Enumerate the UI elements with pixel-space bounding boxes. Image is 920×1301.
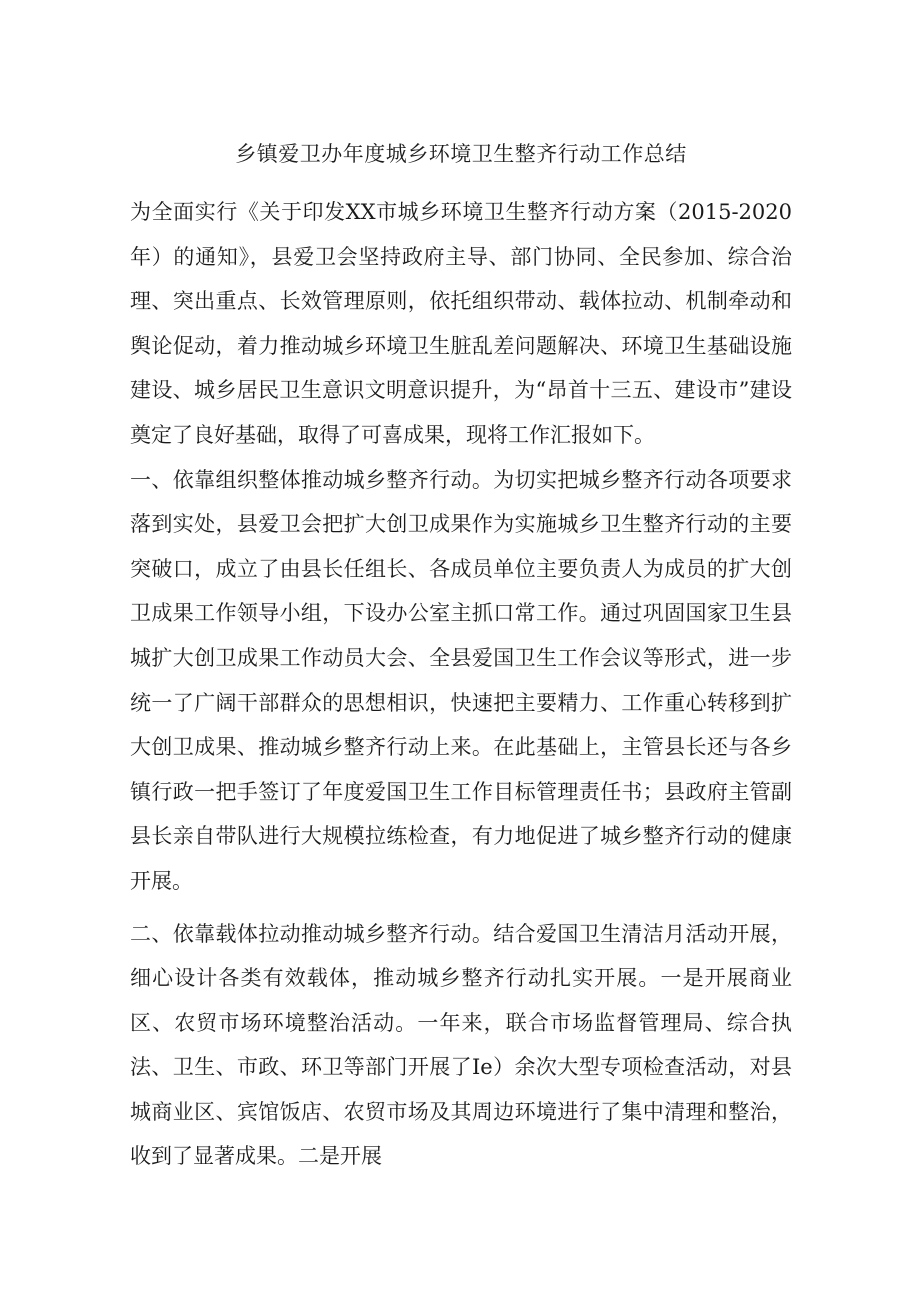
paragraph-section-1: 一、依靠组织整体推动城乡整齐行动。为切实把城乡整齐行动各项要求落到实处，县爱卫会把扩大创卫成果作为实施城乡卫生整齐行动的主要突破口，成立了由县长任组长、各成员单位主要负责人为成员的扩大创卫成果工作领导小组，下设办公室主抓口常工作。通过巩固国家卫生县城扩大创卫成果工作动员大会、全县爱国卫生工作会议等形式，进一步统一了广阔干部群众的思想相识，快速把主要精力、工作重心转移到扩大创卫成果、推动城乡整齐行动上来。在此基础上，主管县长还与各乡镇行政一把手签订了年度爱国卫生工作目标管理责任书；县政府主管副县长亲自带队进行大规模拉练检查，有力地促进了城乡整齐行动的健康开展。 <box>130 467 792 893</box>
paragraph-section-2: 二、依靠载体拉动推动城乡整齐行动。结合爱国卫生清洁月活动开展，细心设计各类有效载体，推动城乡整齐行动扎实开展。一是开展商业区、农贸市场环境整治活动。一年来，联合市场监督管理局、综合执法、卫生、市政、环卫等部门开展了Ie）余次大型专项检查活动，对县城商业区、宾馆饭店、农贸市场及其周边环境进行了集中清理和整治，收到了显著成果。二是开展 <box>130 921 792 1169</box>
document-title: 乡镇爱卫办年度城乡环境卫生整齐行动工作总结 <box>235 142 687 166</box>
paragraph-intro: 为全面实行《关于印发XX市城乡环境卫生整齐行动方案（2015-2020年）的通知》，县爱卫会坚持政府主导、部门协同、全民参加、综合治理、突出重点、长效管理原则，依托组织带动、载体拉动、机制牵动和舆论促动，着力推动城乡环境卫生脏乱差问题解决、环境卫生基础设施建设、城乡居民卫生意识文明意识提升，为“昂首十三五、建设市”建设奠定了良好基础，取得了可喜成果，现将工作汇报如下。 <box>130 200 792 447</box>
document-page <box>130 132 792 1179</box>
